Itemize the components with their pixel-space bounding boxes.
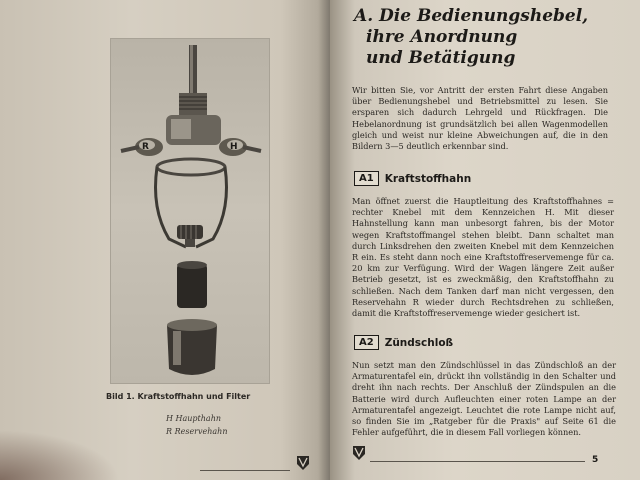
section-code-box: A2 [354,335,379,350]
section-a2-text: Nun setzt man den Zündschlüssel in das Zündschloß an der Armaturentafel ein, drückt ihn vollständig in den Schalter und dreht ihn nach rechts. Der Anschluß der Zündspulen an die Batterie wird durch Aufleuchten einer roten Lampe an der Armaturentafel angezeigt. Leuchtet die rote Lampe nicht auf, so finden Sie im „Ratgeber für die Praxis" auf Seite 61 die Fehler aufgeführt, die in diesem Fall vorliegen können. [352,360,616,438]
legend-letter: H [166,414,173,423]
heading-line: ihre Anordnung [366,27,518,47]
page-number: 5 [592,455,599,465]
vw-emblem-icon [352,445,366,461]
section-title: Kraftstoffhahn [384,172,472,185]
section-heading-a2 [354,335,453,350]
valve-mark-r: R [142,142,149,152]
section-title: Zündschloß [384,336,454,349]
valve-mark-h: H [230,142,238,152]
legend-text: Reservehahn [174,427,228,436]
legend-item-reserve [166,427,227,436]
figure-caption: Bild 1. Kraftstoffhahn und Filter [106,392,251,401]
section-heading-a1 [354,171,471,186]
footer-rule [370,461,585,462]
chapter-heading [354,6,624,69]
vw-emblem-icon [296,455,310,471]
section-a1-text: Man öffnet zuerst die Hauptleitung des Kraftstoffhahnes = rechter Knebel mit dem Kennzeichen H. Mit dieser Hahnstellung kann man unbesorgt fahren, bis der Motor wegen Kraftstoffmangel stehen bleibt. Dann schaltet man durch Linksdrehen den zweiten Knebel mit dem Kennzeichen R ein. Es steht dann noch eine Kraftstoffreservemenge für ca. 20 km zur Verfügung. Wird der Wagen längere Zeit außer Betrieb gesetzt, ist es zweckmäßig, den Kraftstoffhahn zu schließen. Nach dem Tanken darf man nicht vergessen, den Reservehahn R wieder durch Rechtsdrehen zu schließen, damit die Kraftstoffreservemenge wieder gesichert ist. [352,196,614,319]
fuel-tap-photo [110,38,270,384]
legend-item-main [166,414,221,423]
heading-line: und Betätigung [366,48,516,68]
heading-line: A. Die Bedienungshebel, [354,6,589,26]
finger-shadow [0,430,120,480]
footer-rule [200,470,290,471]
legend-letter: R [166,427,173,436]
legend-text: Haupthahn [175,414,221,423]
section-code-box: A1 [354,171,379,186]
intro-paragraph: Wir bitten Sie, vor Antritt der ersten Fahrt diese Angaben über Bedienungshebel und Betriebsmittel zu lesen. Sie ersparen sich dadurch Lehrgeld und Rückfragen. Die Hebelanordnung ist grundsätzlich bei allen Wagenmodellen gleich und weist nur kleine Abweichungen auf, die in den Bildern 3—5 deutlich erkennbar sind. [352,85,608,152]
